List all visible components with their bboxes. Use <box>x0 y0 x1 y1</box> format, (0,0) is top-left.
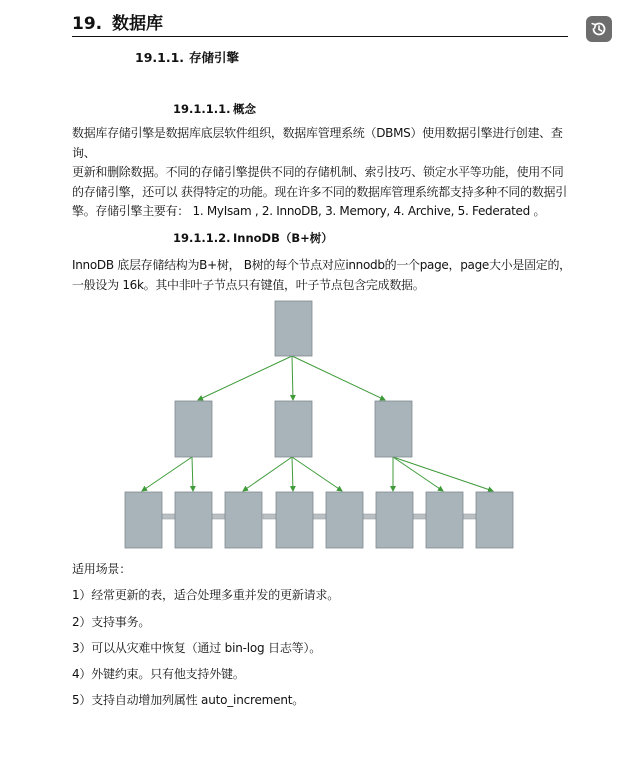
leaf-link <box>263 514 276 519</box>
subsection-title: 概念 <box>233 102 256 116</box>
tree-internal-node <box>175 401 212 457</box>
paragraph-line: InnoDB 底层存储结构为B+树， B树的每个节点对应innodb的一个page，page大小是固定的， <box>72 258 571 272</box>
section-title: 存储引擎 <box>189 50 240 65</box>
tree-leaf-node <box>476 492 513 548</box>
tree-edge <box>393 457 493 491</box>
leaf-link <box>313 514 326 519</box>
tree-root-node <box>275 301 312 356</box>
chapter-number: 19. <box>72 14 103 34</box>
scenario-item: 2）支持事务。 <box>72 615 151 629</box>
tree-internal-node <box>275 401 312 457</box>
leaf-link <box>363 514 376 519</box>
tree-edge <box>292 356 385 400</box>
tree-edge <box>192 457 193 491</box>
paragraph-line: 的存储引擎，还可以 获得特定的功能。现在许多不同的数据库管理系统都支持多种不同的数据引 <box>72 184 567 199</box>
paragraph-line: 更新和删除数据。不同的存储引擎提供不同的存储机制、索引技巧、锁定水平等功能，使用不同 <box>72 165 564 179</box>
scenario-item: 4）外键约束。只有他支持外键。 <box>72 667 245 681</box>
chapter-title: 数据库 <box>112 14 163 34</box>
tree-internal-node <box>375 401 412 457</box>
tree-leaf-node <box>125 492 162 548</box>
subsection-title: InnoDB（B+树） <box>233 231 333 245</box>
subsection-number: 19.1.1.1. <box>173 102 231 116</box>
tree-leaf-node <box>376 492 413 548</box>
paragraph-line: 数据库存储引擎是数据库底层软件组织，数据库管理系统（DBMS）使用数据引擎进行创建、查询、 <box>72 126 563 160</box>
scenarios-title: 适用场景： <box>72 562 132 576</box>
scenario-item: 3）可以从灾难中恢复（通过 bin-log 日志等）。 <box>72 641 322 655</box>
subsection-number: 19.1.1.2. <box>173 231 231 245</box>
tree-leaf-node <box>225 492 262 548</box>
leaf-link <box>162 514 175 519</box>
tree-edge <box>292 457 342 491</box>
tree-edge <box>292 356 293 400</box>
leaf-link <box>463 514 476 519</box>
tree-leaf-node <box>426 492 463 548</box>
tree-edge <box>243 457 292 491</box>
tree-leaf-node <box>326 492 363 548</box>
leaf-link <box>212 514 225 519</box>
tree-leaf-node <box>276 492 313 548</box>
section-number: 19.1.1. <box>135 50 185 65</box>
scenario-item: 1）经常更新的表，适合处理多重并发的更新请求。 <box>72 588 340 602</box>
tree-edge <box>292 457 293 491</box>
tree-edge <box>393 457 443 491</box>
scenario-item: 5）支持自动增加列属性 auto_increment。 <box>72 693 305 707</box>
paragraph-line: 擎。存储引擎主要有： 1. MyIsam , 2. InnoDB, 3. Memory, 4. Archive, 5. Federated 。 <box>72 204 546 218</box>
leaf-link <box>413 514 426 519</box>
tree-edge <box>198 356 292 400</box>
paragraph-line: 一般设为 16k。其中非叶子节点只有键值，叶子节点包含完成数据。 <box>72 277 425 292</box>
tree-leaf-node <box>175 492 212 548</box>
tree-edge <box>142 457 192 491</box>
